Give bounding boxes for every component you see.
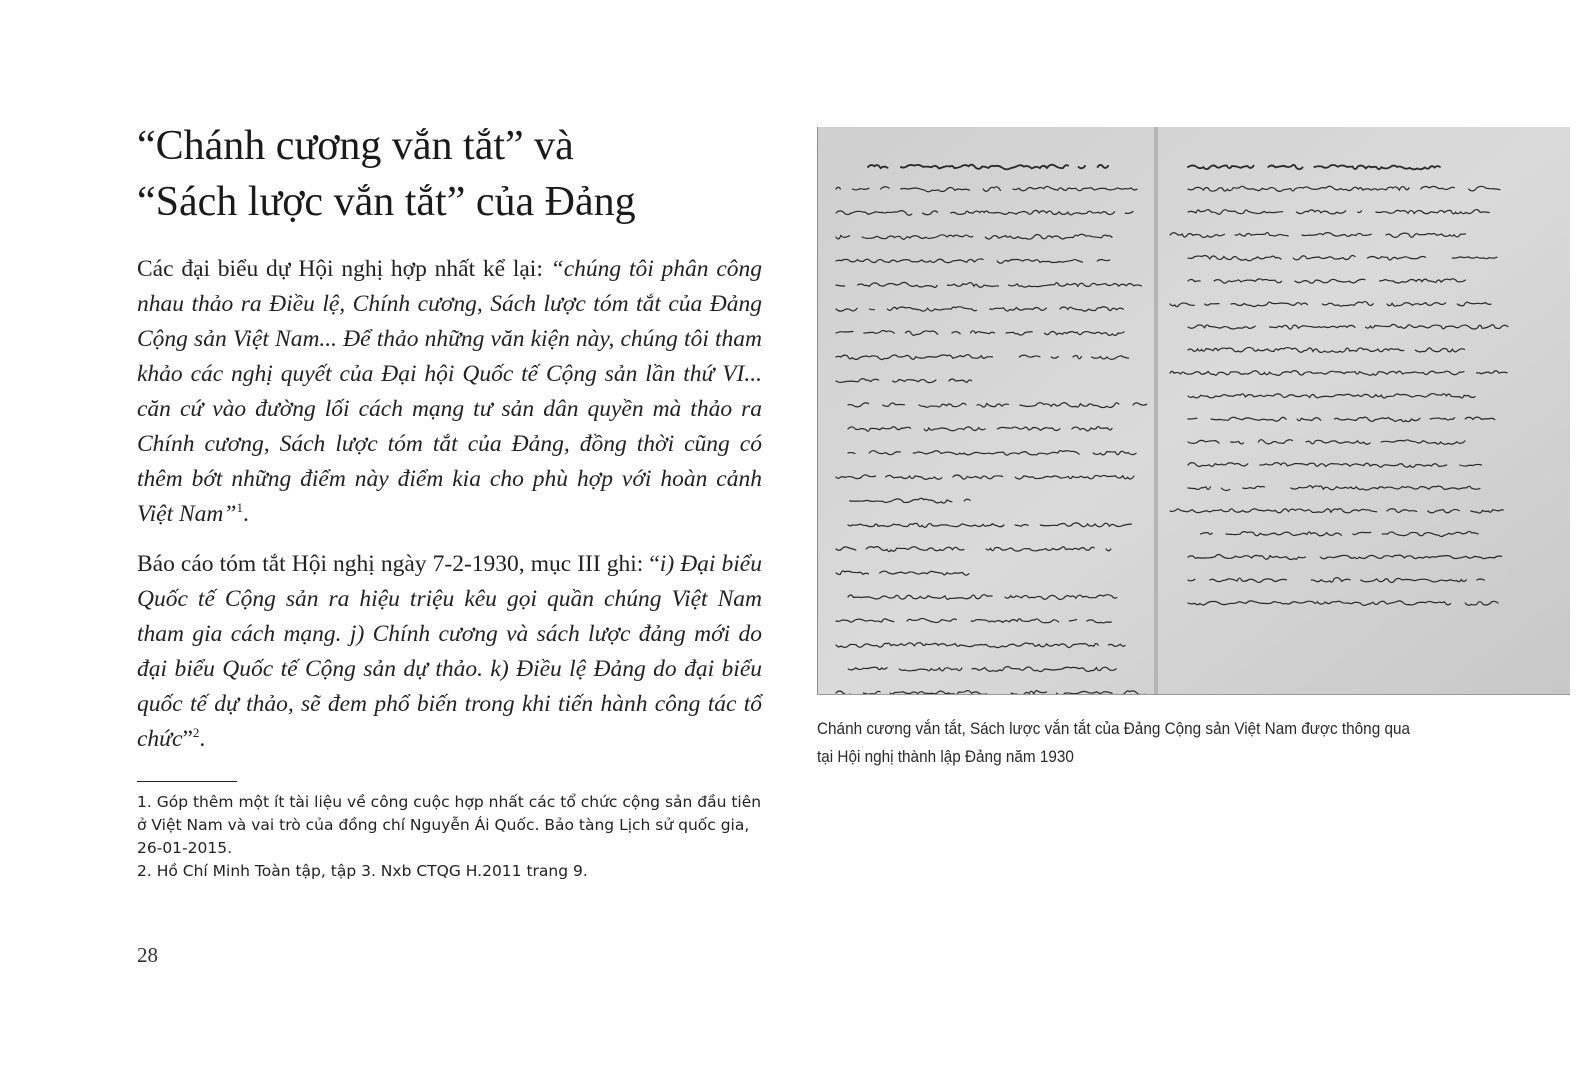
title-line-1: “Chánh cương vắn tắt” và (137, 123, 574, 169)
footnote-2: 2. Hồ Chí Minh Toàn tập, tập 3. Nxb CTQG H.2011 trang 9. (137, 862, 588, 880)
paragraph-2 (137, 547, 762, 757)
manuscript-photo (817, 127, 1570, 695)
title-line-2: “Sách lược vắn tắt” của Đảng (137, 179, 636, 225)
footnote-ref-2: 2 (192, 725, 200, 741)
footnote-divider (137, 781, 237, 782)
paragraph-2-quote: i) Đại biểu Quốc tế Cộng sản ra hiệu triệu kêu gọi quần chúng Việt Nam tham gia cách mạng. j) Chính cương và sách lược đảng mới do đại biểu Quốc tế Cộng sản dự thảo. k) Điều lệ Đảng do đại biểu quốc tế dự thảo, sẽ đem phổ biến trong khi tiến hành công tác tổ chức (137, 551, 762, 752)
paragraph-1 (137, 252, 762, 532)
manuscript-image (818, 127, 1570, 694)
footnote-ref-1: 1 (236, 500, 243, 516)
paragraph-1-end: . (242, 501, 249, 527)
body-text (137, 252, 762, 772)
paragraph-1-quote: “chúng tôi phân công nhau thảo ra Điều lệ, Chính cương, Sách lược tóm tắt của Đảng Cộng sản Việt Nam... Để thảo những văn kiện này, chúng tôi tham khảo các nghị quyết của Đại hội Quốc tế Cộng sản lần thứ VI... căn cứ vào đường lối cách mạng tư sản dân quyền mà thảo ra Chính cương, Sách lược tóm tắt của Đảng, đồng thời cũng có thêm bớt những điểm này điểm kia cho phù hợp với hoàn cảnh Việt Nam” (137, 256, 762, 527)
footnotes (137, 791, 772, 883)
paragraph-2-end: . (199, 726, 206, 752)
caption-line-2: tại Hội nghị thành lập Đảng năm 1930 (817, 747, 1074, 766)
caption-line-1: Chánh cương vắn tắt, Sách lược vắn tắt của Đảng Cộng sản Việt Nam được thông qua (817, 719, 1410, 738)
footnote-1: 1. Góp thêm một ít tài liệu về công cuộc hợp nhất các tổ chức cộng sản đầu tiên ở Việt Nam và vai trò của đồng chí Nguyễn Ái Quốc. Bảo tàng Lịch sử quốc gia, 26-01-2015. (137, 793, 762, 857)
page-title (137, 118, 777, 230)
paragraph-1-intro: Các đại biểu dự Hội nghị hợp nhất kể lại: (137, 256, 551, 282)
paragraph-2-close: ” (182, 726, 193, 752)
paragraph-2-intro: Báo cáo tóm tắt Hội nghị ngày 7-2-1930, mục III ghi: “ (137, 551, 660, 577)
page-number: 28 (137, 943, 158, 967)
figure-caption (817, 715, 1410, 771)
